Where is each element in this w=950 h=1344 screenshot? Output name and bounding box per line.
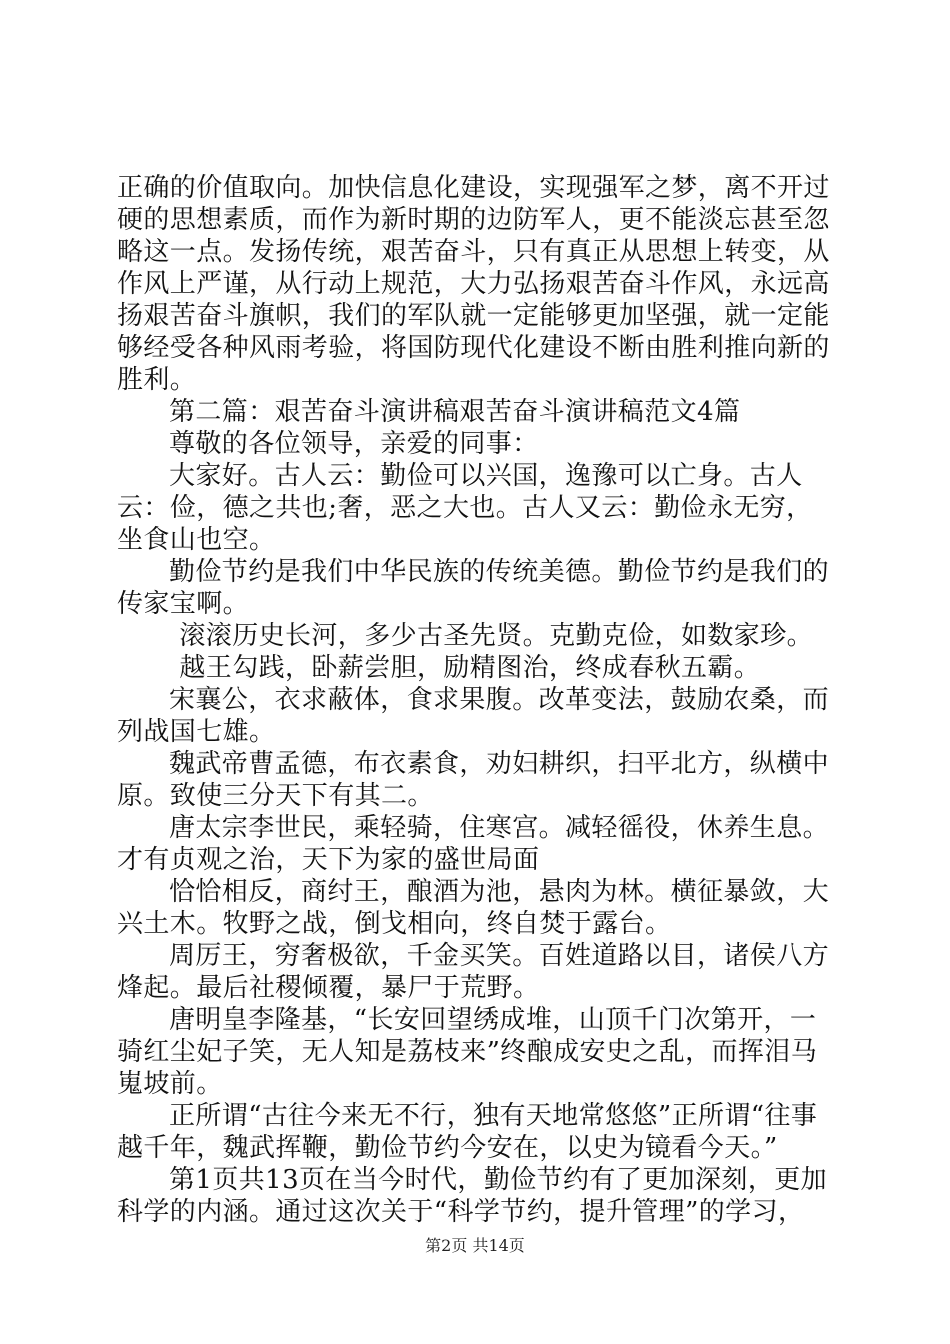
page-footer bbox=[0, 1236, 950, 1256]
paragraph: 勤俭节约是我们中华民族的传统美德。勤俭节约是我们的传家宝啊。 bbox=[117, 557, 830, 619]
paragraph: 滚滚历史长河，多少古圣先贤。克勤克俭，如数家珍。 bbox=[179, 621, 813, 651]
paragraph: 周厉王，穷奢极欲，千金买笑。百姓道路以目，诸侯八方烽起。最后社稷倾覆，暴尸于荒野。 bbox=[117, 941, 830, 1003]
document-body bbox=[117, 172, 837, 1228]
page-number: 第2页 共14页 bbox=[425, 1236, 525, 1255]
paragraph: 第1页共13页在当今时代，勤俭节约有了更加深刻，更加科学的内涵。通过这次关于“科学节约，提升管理”的学习， bbox=[117, 1165, 828, 1227]
paragraph: 唐明皇李隆基，“长安回望绣成堆，山顶千门次第开，一骑红尘妃子笑，无人知是荔枝来”终酿成安史之乱，而挥泪马嵬坡前。 bbox=[117, 1005, 818, 1099]
salutation: 尊敬的各位领导，亲爱的同事： bbox=[169, 429, 539, 459]
paragraph: 正所谓“古往今来无不行，独有天地常悠悠”正所谓“往事越千年，魏武挥鞭，勤俭节约今安在，以史为镜看今天。” bbox=[117, 1101, 818, 1163]
paragraph: 宋襄公，衣求蔽体，食求果腹。改革变法，鼓励农桑，而列战国七雄。 bbox=[117, 685, 830, 747]
paragraph: 魏武帝曹孟德，布衣素食，劝妇耕织，扫平北方，纵横中原。致使三分天下有其二。 bbox=[117, 749, 830, 811]
paragraph: 恰恰相反，商纣王，酿酒为池，悬肉为林。横征暴敛，大兴土木。牧野之战，倒戈相向，终自焚于露台。 bbox=[117, 877, 830, 939]
section-heading: 第二篇：艰苦奋斗演讲稿艰苦奋斗演讲稿范文4篇 bbox=[169, 397, 741, 427]
paragraph: 唐太宗李世民，乘轻骑，住寒宫。减轻徭役，休养生息。才有贞观之治，天下为家的盛世局面 bbox=[117, 813, 830, 875]
paragraph: 大家好。古人云：勤俭可以兴国，逸豫可以亡身。古人云：俭，德之共也;奢，恶之大也。古人又云：勤俭永无穷，坐食山也空。 bbox=[117, 461, 813, 555]
paragraph: 正确的价值取向。加快信息化建设，实现强军之梦，离不开过硬的思想素质，而作为新时期的边防军人，更不能淡忘甚至忽略这一点。发扬传统，艰苦奋斗，只有真正从思想上转变，从作风上严谨，从行动上规范，大力弘扬艰苦奋斗作风，永远高扬艰苦奋斗旗帜，我们的军队就一定能够更加坚强，就一定能够经受各种风雨考验，将国防现代化建设不断由胜利推向新的胜利。 bbox=[117, 173, 830, 395]
paragraph: 越王勾践，卧薪尝胆，励精图治，终成春秋五霸。 bbox=[179, 653, 761, 683]
